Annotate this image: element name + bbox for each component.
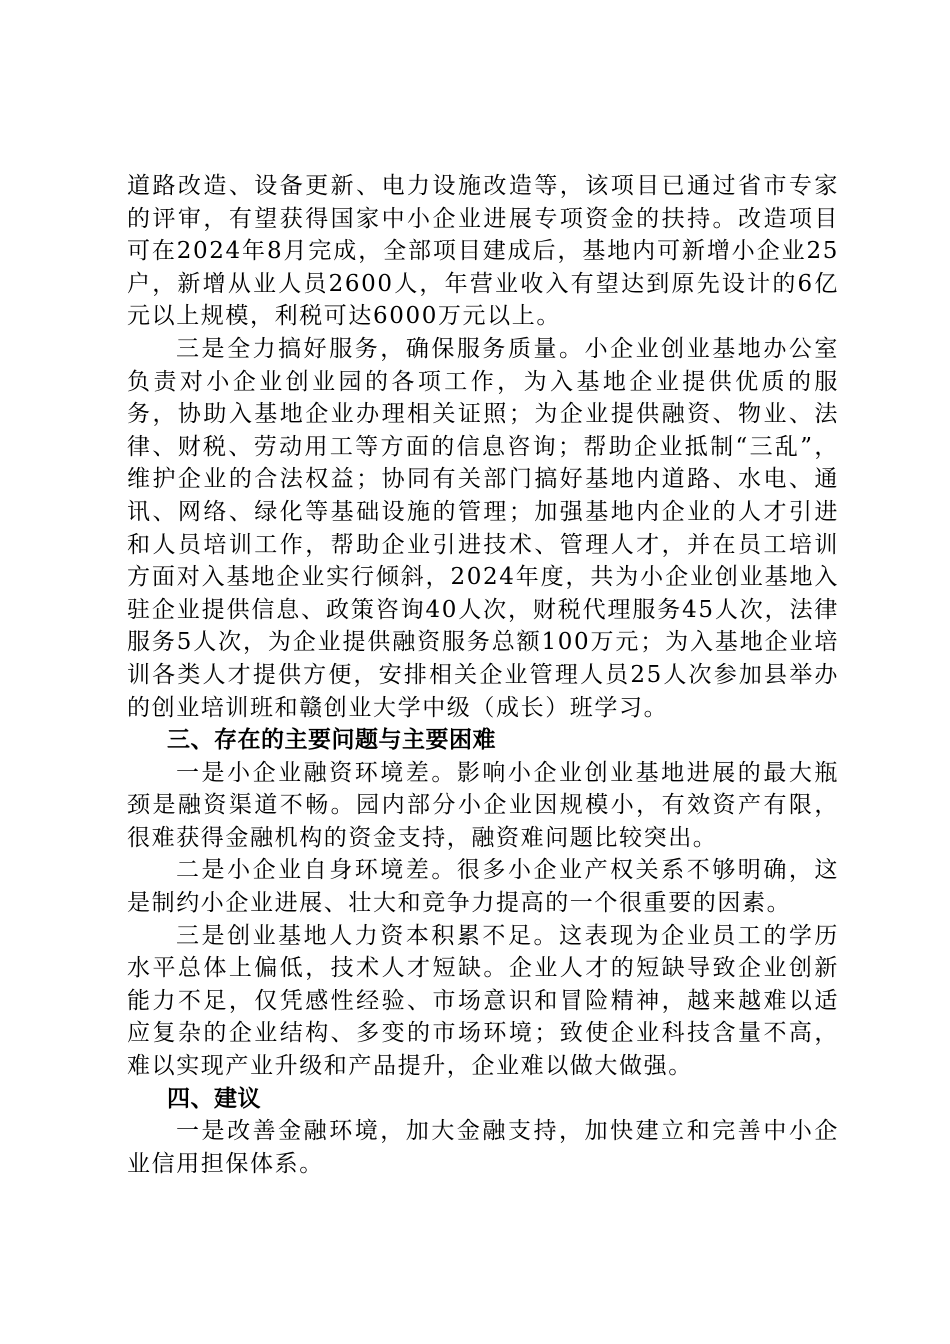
section-heading-problems: 三、存在的主要问题与主要困难 — [167, 727, 496, 754]
paragraph-enterprise-environment: 二是小企业自身环境差。很多小企业产权关系不够明确，这是制约小企业进展、壮大和竞争力提高的一个很重要的因素。 — [127, 857, 839, 917]
section-heading-suggestions: 四、建议 — [167, 1085, 261, 1112]
paragraph-financing-environment: 一是小企业融资环境差。影响小企业创业基地进展的最大瓶颈是融资渠道不畅。园内部分小企业因规模小，有效资产有限，很难获得金融机构的资金支持，融资难问题比较突出。 — [127, 759, 839, 851]
paragraph-financial-suggestion: 一是改善金融环境，加大金融支持，加快建立和完善中小企业信用担保体系。 — [127, 1118, 839, 1177]
paragraph-project-continuation: 道路改造、设备更新、电力设施改造等，该项目已通过省市专家的评审，有望获得国家中小企业进展专项资金的扶持。改造项目可在2024年8月完成，全部项目建成后，基地内可新增小企业25户，新增从业人员2600人，年营业收入有望达到原先设计的6亿元以上规模，利税可达6000万元以上。 — [127, 173, 839, 330]
paragraph-human-capital: 三是创业基地人力资本积累不足。这表现为企业员工的学历水平总体上偏低，技术人才短缺。企业人才的短缺导致企业创新能力不足，仅凭感性经验、市场意识和冒险精神，越来越难以适应复杂的企业结构、多变的市场环境；致使企业科技含量不高，难以实现产业升级和产品提升，企业难以做大做强。 — [127, 922, 839, 1080]
document-page — [127, 170, 839, 1180]
paragraph-service-quality: 三是全力搞好服务，确保服务质量。小企业创业基地办公室负责对小企业创业园的各项工作，为入基地企业提供优质的服务，协助入基地企业办理相关证照；为企业提供融资、物业、法律、财税、劳动用工等方面的信息咨询；帮助企业抵制“三乱”，维护企业的合法权益；协同有关部门搞好基地内道路、水电、通讯、网络、绿化等基础设施的管理；加强基地内企业的人才引进和人员培训工作，帮助企业引进技术、管理人才，并在员工培训方面对入基地企业实行倾斜，2024年度，共为小企业创业基地入驻企业提供信息、政策咨询40人次，财税代理服务45人次，法律服务5人次，为企业提供融资服务总额100万元；为入基地企业培训各类人才提供方便，安排相关企业管理人员25人次参加县举办的创业培训班和赣创业大学中级（成长）班学习。 — [127, 335, 839, 721]
